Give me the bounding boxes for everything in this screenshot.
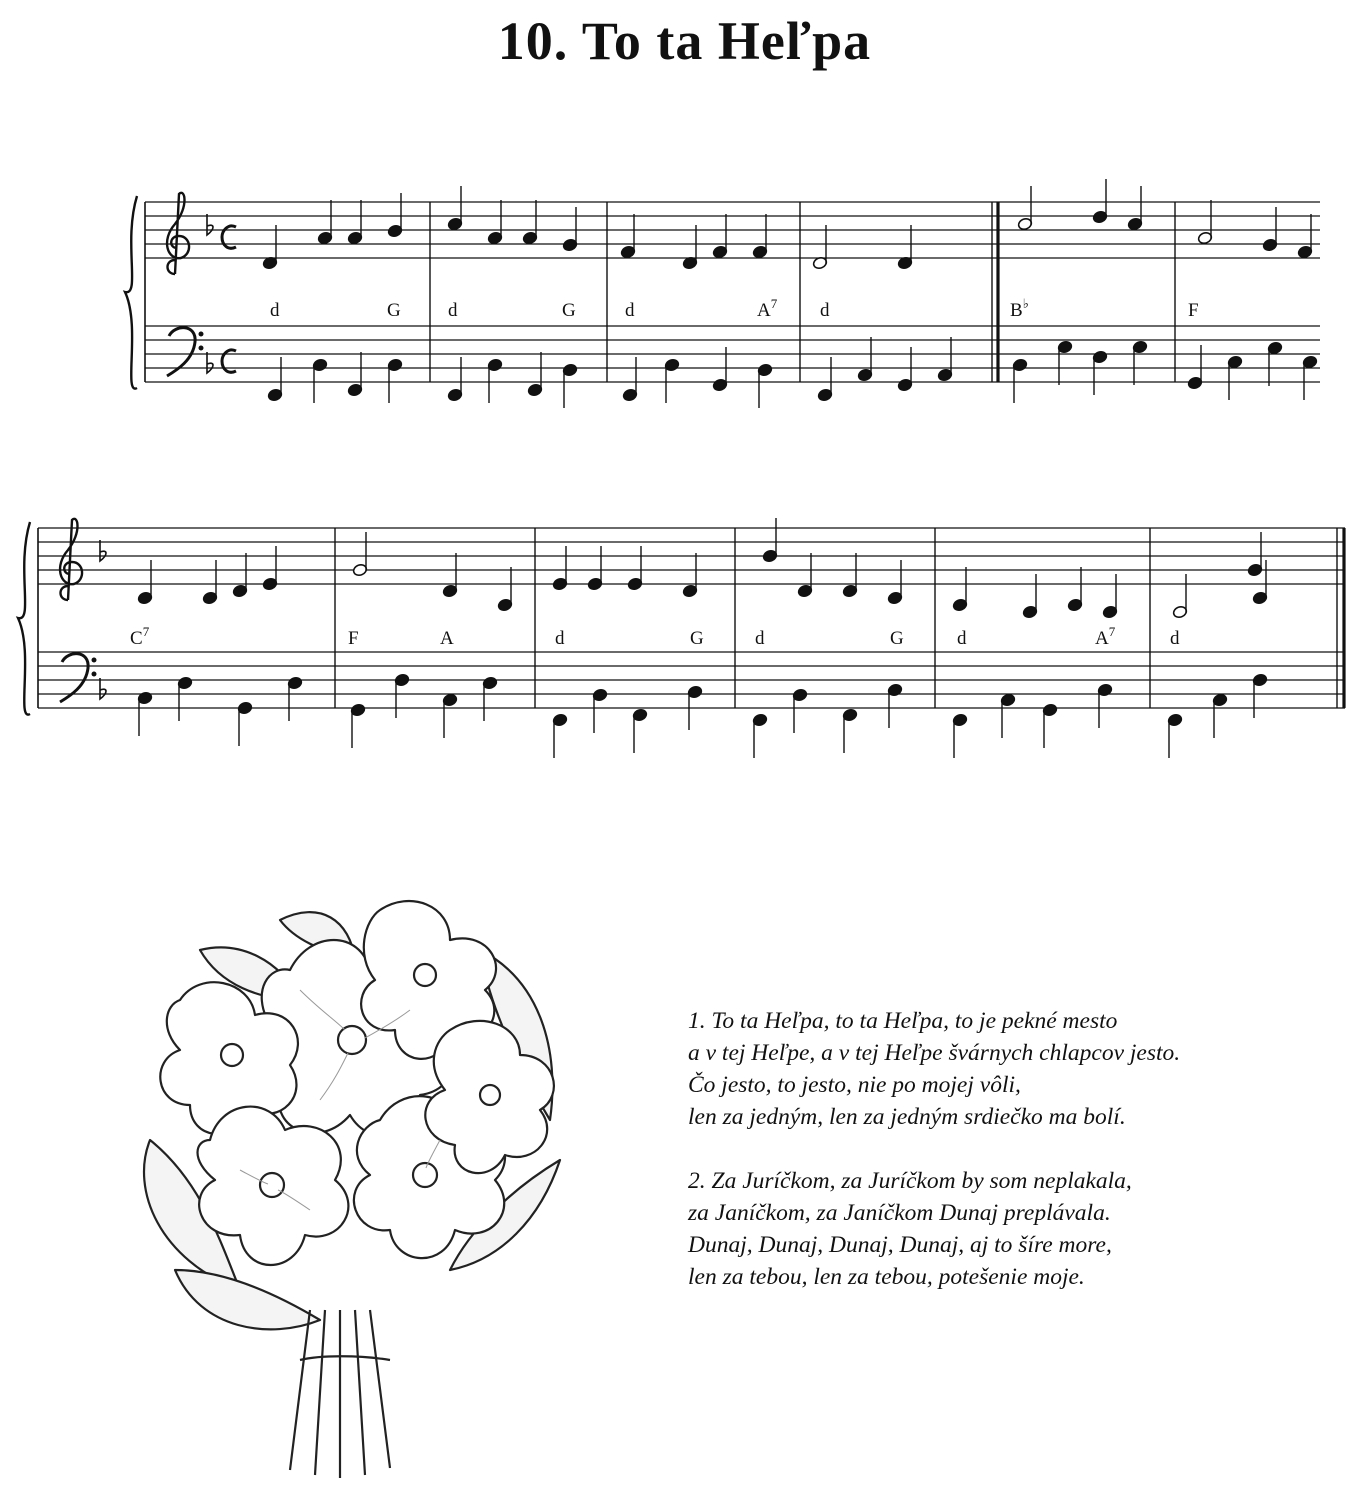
chord-symbol: F — [1188, 300, 1199, 321]
bass-clef-dot — [92, 672, 97, 677]
verse-2 — [688, 1165, 1348, 1293]
common-time-sign — [222, 350, 236, 372]
chord-symbol: G — [690, 628, 704, 649]
common-time-sign — [222, 226, 236, 248]
chord-symbol: $A^7$ — [1095, 624, 1116, 649]
chord-symbol: G — [890, 628, 904, 649]
treble-clef — [60, 519, 82, 600]
chord-symbol: d — [555, 628, 565, 649]
chord-symbol: $C^7$ — [130, 624, 150, 649]
bass-clef — [167, 328, 195, 376]
bass-clef-dot — [199, 346, 204, 351]
chord-symbol: d — [270, 300, 280, 321]
bass-clef-dot — [92, 658, 97, 663]
lyric-line: len za tebou, len za tebou, potešenie moje. — [688, 1264, 1085, 1290]
lyric-line: Čo jesto, to jesto, nie po mojej vôli, — [688, 1072, 1021, 1098]
flower-bouquet-illustration — [120, 890, 590, 1480]
lyric-line: len za jedným, len za jedným srdiečko ma bolí. — [688, 1104, 1126, 1130]
flat-sign — [207, 352, 213, 373]
lyric-line: a v tej Heľpe, a v tej Heľpe švárnych chlapcov jesto. — [688, 1040, 1181, 1066]
bass-clef — [60, 654, 88, 702]
flat-sign — [207, 214, 213, 235]
chord-symbol: F — [348, 628, 359, 649]
lyric-line: 1. To ta Heľpa, to ta Heľpa, to je pekné mesto — [688, 1008, 1118, 1034]
lyric-line: 2. Za Juríčkom, za Juríčkom by som neplakala, — [688, 1168, 1132, 1194]
chord-symbols-system-1 — [270, 296, 1199, 321]
lyric-line: za Janíčkom, za Janíčkom Dunaj preplávala. — [688, 1200, 1111, 1226]
lyrics-block — [688, 1005, 1348, 1325]
page-title: 10. To ta Heľpa — [497, 11, 872, 71]
chord-symbol: B♭ — [1010, 296, 1029, 321]
chord-symbol: G — [387, 300, 401, 321]
chord-symbol: A — [440, 628, 454, 649]
flat-sign — [100, 540, 106, 561]
chord-symbol: $A^7$ — [757, 296, 778, 321]
chord-symbol: d — [820, 300, 830, 321]
chord-symbol: d — [448, 300, 458, 321]
lyric-line: Dunaj, Dunaj, Dunaj, Dunaj, aj to šíre more, — [688, 1232, 1112, 1258]
chord-symbol: G — [562, 300, 576, 321]
verse-1 — [688, 1005, 1348, 1133]
chord-symbol: d — [957, 628, 967, 649]
treble-clef — [167, 193, 189, 274]
music-system-1 — [125, 179, 1320, 408]
chord-symbol: d — [625, 300, 635, 321]
chord-symbol: d — [1170, 628, 1180, 649]
bass-clef-dot — [199, 332, 204, 337]
music-system-2 — [18, 518, 1345, 758]
chord-symbol: d — [755, 628, 765, 649]
flat-sign — [100, 678, 106, 699]
grand-staff-brace — [18, 522, 30, 715]
grand-staff-brace — [125, 196, 137, 389]
chord-symbols-system-2 — [130, 624, 1180, 649]
